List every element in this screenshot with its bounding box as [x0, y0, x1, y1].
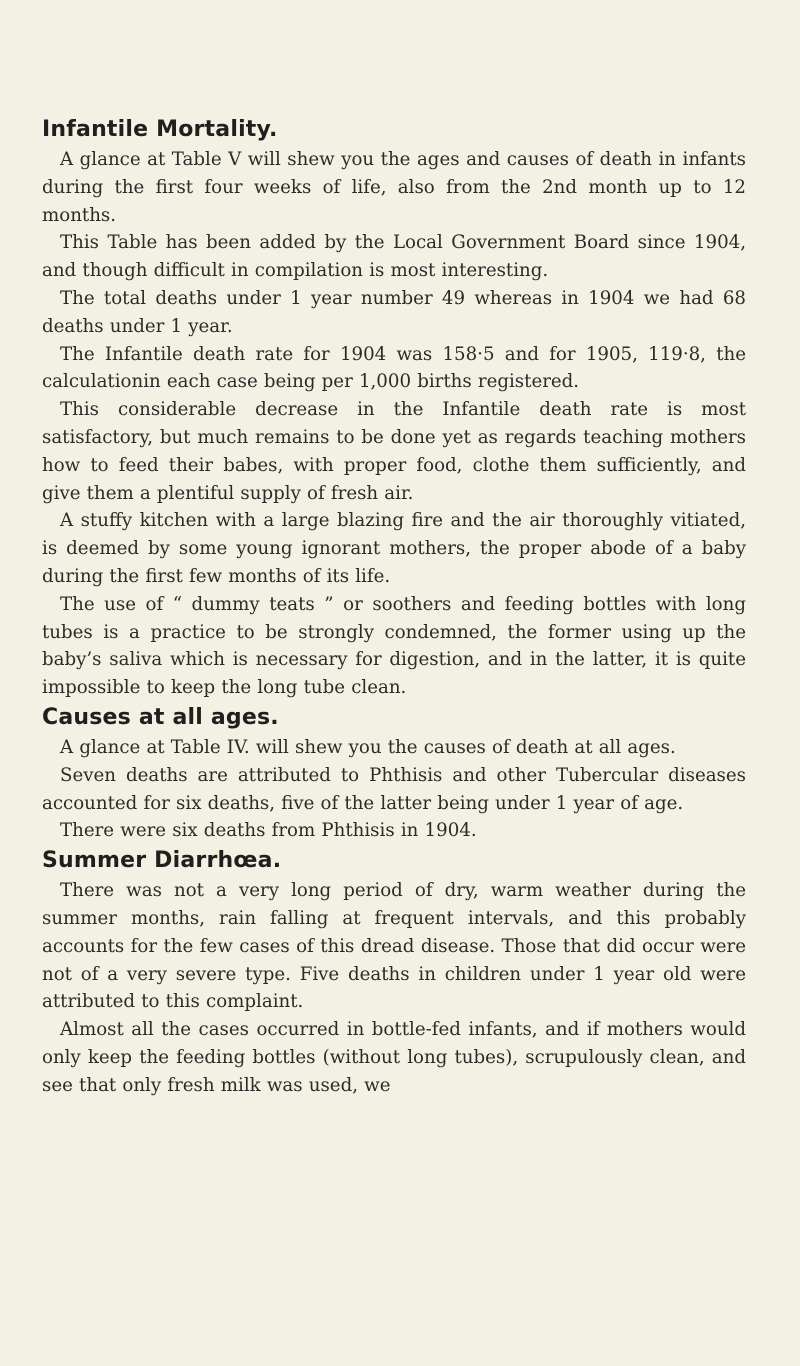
paragraph: A glance at Table IV. will shew you the causes of death at all ages.: [60, 736, 676, 758]
heading-infantile-mortality: Infantile Mortality.: [42, 117, 278, 142]
paragraph: The use of “ dummy teats ” or soothers and feeding bottles with long tubes is a practice to be strongly condemned, the former using up the baby’s saliva which is necessary for digestion, and in the latter, it is quite impossible to keep the long tube clean.: [42, 593, 746, 699]
paragraph: There was not a very long period of dry, warm weather during the summer months, rain falling at frequent intervals, and this probably accounts for the few cases of this dread disease. Those that did occur were not of a very severe type. Five deaths in children under 1 year old were attributed to this complaint.: [42, 880, 746, 1013]
paragraph: This Table has been added by the Local Government Board since 1904, and though difficult in compilation is most interesting.: [42, 232, 746, 282]
paragraph: There were six deaths from Phthisis in 1904.: [60, 820, 477, 842]
paragraph: This considerable decrease in the Infantile death rate is most satisfactory, but much remains to be done yet as regards teaching mothers how to feed their babes, with proper food, clothe them sufficiently, and give them a plentiful supply of fresh air.: [42, 399, 746, 504]
section-infantile-mortality: [42, 114, 746, 702]
paragraph: Almost all the cases occurred in bottle-fed infants, and if mothers would only keep the feeding bottles (without long tubes), scrupulously clean, and see that only fresh milk was used, we: [42, 1019, 746, 1096]
paragraph: The total deaths under 1 year number 49 whereas in 1904 we had 68 deaths under 1 year.: [42, 287, 746, 337]
section-causes-at-all-ages: [42, 702, 746, 845]
paragraph: A glance at Table V will shew you the ages and causes of death in infants during the first four weeks of life, also from the 2nd month up to 12 months.: [42, 149, 746, 226]
heading-summer-diarrhoea: Summer Diarrhœa.: [42, 848, 282, 874]
heading-causes-at-all-ages: Causes at all ages.: [42, 704, 279, 730]
paragraph: A stuffy kitchen with a large blazing fire and the air thoroughly vitiated, is deemed by some young ignorant mothers, the proper abode of a baby during the first few months of its life.: [42, 510, 746, 587]
paragraph: The Infantile death rate for 1904 was 158·5 and for 1905, 119·8, the calculationin each case being per 1,000 births registered.: [42, 343, 746, 393]
section-summer-diarrhoea: [42, 845, 746, 1099]
paragraph: Seven deaths are attributed to Phthisis and other Tubercular diseases accounted for six deaths, five of the latter being under 1 year of age.: [42, 764, 746, 814]
